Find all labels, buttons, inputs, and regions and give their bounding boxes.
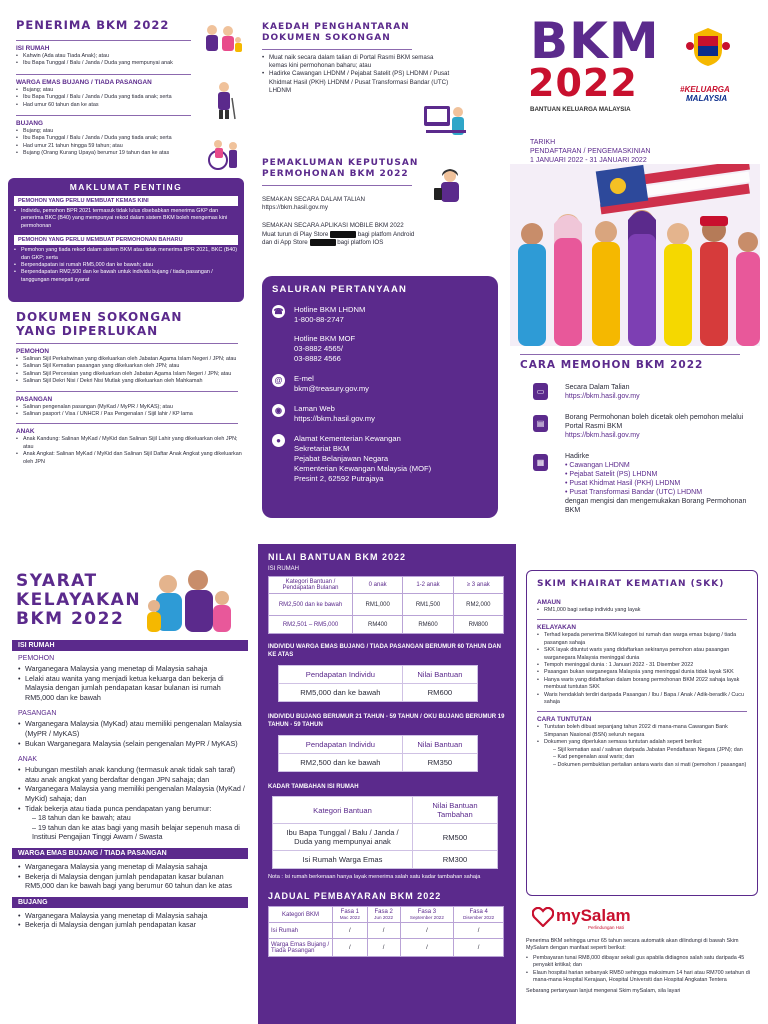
cara-online-item: [520, 383, 760, 401]
skk-cara-sublist: [537, 747, 747, 769]
heart-icon: [532, 907, 554, 927]
list-item: • Muat naik secara dalam talian di Portal Rasmi BKM semasa kemas kini permohonan baharu; atau: [262, 54, 452, 70]
penerima-isi-rumah-label: ISI RUMAH: [16, 45, 50, 52]
family-illustration: [200, 22, 244, 58]
hadir-item: Pusat Khidmat Hasil (PKH) LHDNM: [569, 480, 681, 487]
cara-borang-url[interactable]: https://bkm.hasil.gov.my: [565, 432, 640, 439]
cara-hadir-item-text: • Pusat Khidmat Hasil (PKH) LHDNM: [565, 480, 681, 487]
list-item: • Ibu Bapa Tunggal / Balu / Janda / Duda yang tiada anak; serta: [16, 94, 244, 101]
building-icon: ▦: [533, 454, 548, 471]
dok-pasangan-label: PASANGAN: [16, 395, 53, 403]
divider: [16, 423, 238, 424]
mysalam-section: [526, 904, 758, 996]
jadual-title: JADUAL PEMBAYARAN BKM 2022: [268, 891, 442, 901]
cara-borang-text: Borang Permohonan boleh dicetak oleh pemohon melalui Portal Rasmi BKM: [565, 414, 744, 430]
baharu-label: PEMOHON YANG PERLU MEMBUAT PERMOHONAN BAHARU: [14, 235, 238, 245]
table-cell: RM400: [353, 616, 403, 634]
nilai-bujang-table: [278, 735, 478, 772]
web-label: Laman Web: [294, 404, 335, 413]
list-item: • Anak Kandung: Salinan MyKad / MyKid dan Salinan Sijil Lahir yang dikeluarkan oleh JPN; atau: [16, 436, 244, 451]
table-cell: RM2,500 dan ke bawah: [279, 754, 403, 772]
list-item: • Had umur 60 tahun dan ke atas: [16, 102, 244, 109]
email-item: [272, 374, 488, 394]
divider: [16, 391, 238, 392]
table-cell: RM2,500 dan ke bawah: [269, 594, 353, 616]
table-cell: /: [333, 923, 368, 939]
fasa-label: Fasa 3: [417, 909, 437, 915]
people-with-flag-illustration: [510, 164, 760, 346]
syarat-title-1: SYARAT: [16, 571, 98, 591]
table-header-cell: Kategori Bantuan / Pendapatan Bulanan: [269, 577, 353, 594]
list-item: • Warganegara Malaysia yang menetap di Malaysia sahaja: [18, 862, 248, 872]
table-header-cell: [367, 907, 400, 923]
fasa-date: September 2022: [409, 915, 444, 920]
sublist-text: Kad pengenalan asal waris; dan: [557, 754, 635, 761]
nilai-bantuan-panel: [258, 544, 516, 1024]
app-store-badge-icon[interactable]: [310, 239, 336, 246]
table-header-row: [269, 577, 504, 594]
skk-cara-list: [537, 724, 747, 746]
skk-amaun-label: AMAUN: [537, 599, 561, 606]
dok-pemohon-list: [16, 356, 244, 386]
address-item: [272, 434, 488, 484]
skk-amaun-list: [537, 607, 747, 614]
table-cell: RM2,000: [453, 594, 503, 616]
hashtag-malaysia: MALAYSIA: [686, 94, 728, 103]
table-cell: RM600: [403, 616, 453, 634]
table-header-cell: Kategori BKM: [269, 907, 333, 923]
syarat-pasangan-list: [12, 719, 248, 748]
table-header-row: [269, 907, 504, 923]
nilai-tambahan-band: KADAR TAMBAHAN ISI RUMAH: [268, 784, 359, 790]
table-cell: Isi Rumah Warga Emas: [273, 851, 413, 869]
table-header-cell: 1-2 anak: [403, 577, 453, 594]
nilai-warga-table: [278, 665, 478, 702]
table-cell: RM5,000 dan ke bawah: [279, 684, 403, 702]
fasa-label: Fasa 1: [340, 909, 359, 915]
table-cell: RM1,500: [403, 594, 453, 616]
list-item: • Waris hendaklah terdiri daripada Pasangan / Ibu / Bapa / Anak / Adik-beradik / Cucu sahaja: [537, 692, 747, 707]
nilai-title: NILAI BANTUAN BKM 2022: [268, 552, 407, 562]
fasa-label: Fasa 2: [374, 909, 393, 915]
list-item: • RM1,000 bagi setiap individu yang layak: [537, 607, 747, 614]
semakan-url-link[interactable]: https://bkm.hasil.gov.my: [262, 204, 328, 212]
table-cell: Ibu Bapa Tunggal / Balu / Janda / Duda yang mempunyai anak: [273, 824, 413, 851]
at-sign-icon: @: [272, 374, 285, 387]
hero-subtitle: BANTUAN KELUARGA MALAYSIA: [530, 106, 631, 113]
list-item: • Ibu Bapa Tunggal / Balu / Janda / Duda yang mempunyai anak: [16, 60, 244, 67]
mysalam-tail: Sebarang pertanyaan lanjut mengenai Skim mySalam, sila layari: [526, 988, 681, 995]
table-cell: /: [333, 939, 368, 957]
address-line: Kementerian Kewangan Malaysia (MOF): [294, 464, 432, 473]
table-header-cell: [333, 907, 368, 923]
penerima-title: PENERIMA BKM 2022: [16, 18, 170, 32]
table-cell: Isi Rumah: [269, 923, 333, 939]
divider: [16, 40, 191, 41]
mysalam-intro: Penerima BKM sehingga umur 65 tahun secara automatik akan dilindungi di bawah Skim MySalam dengan manfaat seperti berikut:: [526, 938, 739, 952]
list-item: • Bujang; atau: [16, 128, 244, 135]
app-store-tail: bagi platfom IOS: [337, 239, 384, 247]
list-item: • Salinan pengenalan pasangan (MyKad / MyPR / MyKAS); atau: [16, 404, 244, 411]
syarat-title-3: BKM 2022: [16, 609, 125, 629]
laptop-icon: ▭: [533, 383, 548, 400]
list-item: • Bekerja di Malaysia dengan jumlah pendapatan kasar: [18, 920, 248, 930]
list-item: • Hubungan mestilah anak kandung (termasuk anak tidak sah taraf) atau anak angkat yang berdaftar dengan JPN sahaja; dan: [18, 765, 248, 784]
pemakluman-title-1: PEMAKLUMAN KEPUTUSAN: [262, 158, 419, 168]
table-cell: RM350: [402, 754, 477, 772]
table-header-cell: Pendapatan Individu: [279, 736, 403, 754]
list-item: • Had umur 21 tahun hingga 59 tahun; atau: [16, 143, 244, 150]
list-item: • Individu, pemohon BPR 2021 termasuk tidak lulus disebabkan menerima GKP dan penerima BKC (B40) yang mempunyai rekod dalam sistem BKM boleh mengemas kini permohonan: [14, 208, 238, 230]
document-icon: ▤: [533, 415, 548, 432]
dokumen-section: [16, 310, 244, 466]
list-item: • Tuntutan boleh dibuat sepanjang tahun 2022 di mana-mana Cawangan Bank Simpanan Nasional (BSN) seluruh negara: [537, 724, 747, 739]
list-item: • Anak Angkat: Salinan MyKad / MyKid dan Salinan Sijil Daftar Anak Angkat yang dikeluarkan oleh JPN: [16, 451, 244, 466]
hashtag-keluarga: #KELUARGA: [680, 85, 730, 94]
skk-box: [526, 570, 758, 896]
divider: [520, 354, 740, 355]
nilai-tambahan-table: [272, 796, 498, 869]
cara-borang-item: [520, 413, 760, 440]
syarat-pemohon-label: PEMOHON: [18, 655, 55, 662]
play-store-text: Muat turun di Play Store: [262, 230, 329, 238]
hadir-item: Pejabat Satelit (PS) LHDNM: [569, 471, 658, 478]
list-item: • Salinan Sijil Kematian pasangan yang dikeluarkan oleh JPN; atau: [16, 363, 244, 370]
table-row: [279, 684, 478, 702]
syarat-bujang-band: BUJANG: [12, 897, 248, 908]
divider: [262, 49, 412, 50]
sublist-text: Dokumen pembuktian pertalian antara waris dan si mati (pemohon / pasangan): [557, 761, 747, 768]
list-item: • SKK layak dituntut waris yang didaftarkan sekiranya pemohon atau pasangan warganegara Malaysia meninggal dunia: [537, 647, 747, 662]
sublist-text: 19 tahun dan ke atas bagi yang masih belajar sepenuh masa di Institusi Pengajian Tinggi Awam / Swasta: [32, 822, 240, 842]
divider: [537, 619, 747, 620]
list-item: • Pembayaran tunai RM8,000 dibayar sekali gus apabila didiagnos salah satu daripada 45 penyakit kritikal; dan: [526, 955, 758, 970]
hotline-mof-number-2[interactable]: 03-8882 4566: [294, 354, 341, 363]
hotline-mof-number-1[interactable]: 03-8882 4565/: [294, 344, 343, 353]
table-cell: RM500: [413, 824, 498, 851]
dok-anak-label: ANAK: [16, 428, 35, 436]
jata-negara-logo-icon: [686, 26, 730, 68]
table-header-cell: [454, 907, 504, 923]
email-link[interactable]: bkm@treasury.gov.my: [294, 384, 369, 393]
syarat-anak-label: ANAK: [18, 756, 38, 764]
maklumat-penting-box: [8, 178, 244, 302]
list-item: • Dokumen yang diperlukan semasa tuntutan adalah seperti berikut:: [537, 739, 747, 746]
list-item: • Salinan pasport / Visa / UNHCR / Pas Pengenalan / Sijil lahir / KP lama: [16, 411, 244, 418]
list-item: • Bujang (Orang Kurang Upaya) berumur 19 tahun dan ke atas: [16, 150, 244, 157]
kaedah-title-1: KAEDAH PENGHANTARAN: [262, 22, 410, 32]
cara-hadir-label: Hadirke: [565, 453, 590, 460]
divider: [537, 711, 747, 712]
address-label: Alamat Kementerian Kewangan: [294, 434, 401, 443]
hadir-item: Pusat Transformasi Bandar (UTC) LHDNM: [569, 489, 703, 496]
cara-hadir-item-text: • Cawangan LHDNM: [565, 462, 630, 469]
saluran-box: [262, 276, 498, 518]
list-item: • Pemohon yang tiada rekod dalam sistem BKM atau tidak menerima BPR 2021, BKC (B40) dan GKP; serta: [14, 247, 238, 262]
semakan-talian-label: SEMAKAN SECARA DALAM TALIAN: [262, 196, 365, 203]
syarat-anak-sublist: [12, 813, 248, 842]
cara-online-label: Secara Dalam Talian: [565, 384, 630, 391]
kaedah-list: [262, 54, 452, 95]
hotline-item: [272, 305, 488, 364]
maklumat-title: MAKLUMAT PENTING: [69, 182, 183, 192]
table-header-cell: Nilai Bantuan: [402, 736, 477, 754]
skk-cara-label: CARA TUNTUTAN: [537, 716, 592, 724]
web-link[interactable]: https://bkm.hasil.gov.my: [294, 414, 375, 423]
table-header-row: [279, 666, 478, 684]
baharu-list: [14, 247, 238, 284]
sublist-item: – Kad pengenalan asal waris; dan: [553, 754, 635, 761]
skk-kelayakan-list: [537, 632, 747, 706]
kaedah-title-2: DOKUMEN SOKONGAN: [262, 33, 391, 43]
table-cell: /: [400, 939, 454, 957]
nilai-bujang-band: INDIVIDU BUJANG BERUMUR 21 TAHUN - 59 TAHUN / OKU BUJANG BERUMUR 19 TAHUN - 59 TAHUN: [268, 714, 505, 728]
address-line: Presint 2, 62592 Putrajaya: [294, 474, 384, 483]
cara-hadir-item-text: • Pusat Transformasi Bandar (UTC) LHDNM: [565, 489, 703, 496]
list-item: • Lelaki atau wanita yang menjadi ketua keluarga dan bekerja di Malaysia dengan jumlah pendapatan kasar bulanan isi rumah RM5,000 dan ke bawah: [18, 674, 248, 703]
table-cell: RM800: [453, 616, 503, 634]
mysalam-list: [526, 955, 758, 985]
nilai-warga-band: INDIVIDU WARGA EMAS BUJANG / TIADA PASANGAN BERUMUR 60 TAHUN DAN KE ATAS: [268, 644, 502, 658]
table-row: [269, 923, 504, 939]
app-store-row: [262, 239, 490, 247]
syarat-anak-list: [12, 765, 248, 813]
email-label: E-mel: [294, 374, 314, 383]
list-item: • Salinan Sijil Perkahwinan yang dikeluarkan oleh Jabatan Agama Islam Negeri / JPN; atau: [16, 356, 244, 363]
hotline-lhdnm-label: Hotline BKM LHDNM: [294, 305, 366, 314]
hotline-mof-label: Hotline BKM MOF: [294, 334, 356, 343]
cara-hadir-item-text: • Pejabat Satelit (PS) LHDNM: [565, 471, 658, 478]
syarat-title-block: [16, 571, 142, 629]
semakan-aplikasi-label: SEMAKAN SECARA APLIKASI MOBILE BKM 2022: [262, 222, 404, 230]
web-item: [272, 404, 488, 424]
table-header-cell: Nilai Bantuan Tambahan: [413, 797, 498, 824]
dokumen-title-2: YANG DIPERLUKAN: [16, 324, 159, 338]
list-item: • Warganegara Malaysia yang menetap di Malaysia sahaja: [18, 664, 248, 674]
dok-pasangan-list: [16, 404, 244, 419]
table-header-row: [273, 797, 498, 824]
table-header-cell: [400, 907, 454, 923]
table-row: [269, 939, 504, 957]
divider: [16, 115, 191, 116]
fasa-date: Mac 2022: [339, 915, 360, 920]
list-item: • Bujang; atau: [16, 87, 244, 94]
pemakluman-title-2: PERMOHONAN BKM 2022: [262, 169, 409, 179]
list-item: • Ibu Bapa Tunggal / Balu / Janda / Duda yang tiada anak; serta: [16, 135, 244, 142]
nilai-nota: Nota : Isi rumah berkenaan hanya layak menerima salah satu kadar tambahan sahaja: [268, 874, 481, 880]
table-cell: /: [400, 923, 454, 939]
sublist-text: 18 tahun dan ke bawah; atau: [38, 813, 131, 823]
hero-year-text: 2022: [528, 61, 638, 105]
nilai-isi-rumah-table: [268, 576, 504, 634]
skk-kelayakan-label: KELAYAKAN: [537, 624, 576, 632]
mysalam-tagline: Perlindungan Hati: [588, 925, 624, 930]
app-store-text: dan di App Store: [262, 239, 308, 247]
skk-title: SKIM KHAIRAT KEMATIAN (SKK): [537, 579, 725, 589]
fasa-label: Fasa 4: [469, 909, 488, 915]
list-item: • Warganegara Malaysia yang memiliki pengenalan Malaysia (MyKad / MyKid) sahaja; dan: [18, 784, 248, 803]
table-header-cell: Nilai Bantuan: [402, 666, 477, 684]
list-item: • Hanya waris yang didaftarkan dalam borang permohonan BKM 2022 sahaja layak membuat tuntutan SKK: [537, 677, 747, 692]
syarat-pemohon-list: [12, 664, 248, 702]
sublist-item: – 19 tahun dan ke atas bagi yang masih belajar sepenuh masa di Institusi Pengajian Tinggi Awam / Swasta: [32, 822, 240, 842]
list-item: • Tempoh meninggal dunia : 1 Januari 2022 - 31 Disember 2022: [537, 662, 747, 669]
syarat-warga-list: [12, 862, 248, 891]
saluran-title: SALURAN PERTANYAAN: [272, 284, 408, 295]
kemas-kini-list: [14, 208, 238, 230]
table-row: [269, 616, 504, 634]
table-header-cell: Pendapatan Individu: [279, 666, 403, 684]
dokumen-title-1: DOKUMEN SOKONGAN: [16, 310, 183, 324]
list-item: • Pasangan bukan warganegara Malaysia yang meninggal dunia tidak layak SKK: [537, 669, 747, 676]
kaedah-section: [262, 22, 452, 95]
hotline-lhdnm-number[interactable]: 1-800-88-2747: [294, 315, 344, 324]
table-cell: /: [454, 923, 504, 939]
table-cell: RM600: [402, 684, 477, 702]
sublist-item: – Dokumen pembuktian pertalian antara waris dan si mati (pemohon / pasangan): [553, 761, 747, 768]
penerima-warga-emas-label: WARGA EMAS BUJANG / TIADA PASANGAN: [16, 78, 152, 86]
play-store-tail: bagi platfom Android: [357, 230, 415, 238]
dok-anak-list: [16, 436, 244, 466]
globe-icon: ◉: [272, 404, 285, 417]
divider: [16, 74, 191, 75]
syarat-title-2: KELAYAKAN: [16, 590, 142, 610]
elderly-illustration: [210, 80, 238, 120]
cara-hadir-tail: dengan mengisi dan mengemukakan Borang Permohonan BKM: [565, 498, 747, 514]
table-header-cell: 0 anak: [353, 577, 403, 594]
syarat-pasangan-label: PASANGAN: [18, 710, 57, 718]
table-cell: RM1,000: [353, 594, 403, 616]
address-line: Pejabat Belanjawan Negara: [294, 454, 389, 463]
list-item: • Salinan Sijil Perceraian yang dikeluarkan oleh Jabatan Agama Islam Negeri / JPN; atau: [16, 371, 244, 378]
table-cell: /: [367, 939, 400, 957]
hero-panel: [510, 14, 760, 346]
nilai-isi-rumah-label: ISI RUMAH: [268, 566, 300, 572]
tarikh-label: TARIKH: [530, 139, 556, 146]
penerima-bujang-label: BUJANG: [16, 120, 43, 128]
hadir-item: Cawangan LHDNM: [569, 462, 630, 469]
divider: [16, 343, 238, 344]
table-cell: /: [454, 939, 504, 957]
list-item: • Warganegara Malaysia (MyKad) atau memiliki pengenalan Malaysia (MyPR / MyKAS): [18, 719, 248, 738]
list-item: • Bekerja di Malaysia dengan jumlah pendapatan kasar bulanan RM5,000 dan ke bawah bagi yang berumur 60 tahun dan ke atas: [18, 872, 248, 891]
kemas-kini-label: PEMOHON YANG PERLU MEMBUAT KEMAS KINI: [14, 196, 238, 206]
table-row: [273, 851, 498, 869]
syarat-isi-rumah-band: ISI RUMAH: [12, 640, 248, 651]
computer-user-illustration: [422, 100, 468, 144]
table-cell: /: [367, 923, 400, 939]
google-play-badge-icon[interactable]: [330, 231, 356, 238]
phone-user-illustration: [428, 168, 470, 212]
family-group-illustration: [140, 566, 240, 638]
list-item: • Tidak bekerja atau tiada punca pendapatan yang berumur:: [18, 804, 248, 814]
hero-bkm-text: BKM: [530, 14, 660, 70]
table-row: [269, 594, 504, 616]
list-item: • Bukan Warganegara Malaysia (selain pengenalan MyPR / MyKAS): [18, 739, 248, 749]
table-cell: RM300: [413, 851, 498, 869]
mysalam-logo-text: mySalam: [556, 906, 631, 925]
list-item: • Berpendapatan isi rumah RM5,000 dan ke bawah; atau: [14, 262, 238, 269]
list-item: • Salinan Sijil Dekri Nisi / Dekri Nisi Mutlak yang dikeluarkan oleh Mahkamah: [16, 378, 244, 385]
cara-online-url[interactable]: https://bkm.hasil.gov.my: [565, 393, 640, 400]
fasa-date: Disember 2022: [463, 915, 495, 920]
table-row: [279, 754, 478, 772]
table-header-cell: Kategori Bantuan: [273, 797, 413, 824]
jadual-table: [268, 906, 504, 957]
mysalam-logo: [526, 904, 758, 932]
syarat-body: [12, 640, 248, 930]
tarikh-range: 1 JANUARI 2022 - 31 JANUARI 2022: [530, 157, 647, 164]
sublist-item: – 18 tahun dan ke bawah; atau: [32, 813, 131, 823]
sublist-text: Sijil kematian asal / salinan daripada Jabatan Pendaftaran Negara (JPN); dan: [557, 746, 743, 753]
phone-icon: ☎: [273, 307, 284, 316]
divider: [262, 185, 412, 186]
list-item: • Terhad kepada penerima BKM kategori isi rumah dan warga emas bujang / tiada pasangan sahaja: [537, 632, 747, 647]
table-row: [273, 824, 498, 851]
list-item: • Berpendapatan RM2,500 dan ke bawah untuk individu bujang / tiada pasangan / tanggungan menepati syarat: [14, 269, 238, 284]
dok-pemohon-label: PEMOHON: [16, 348, 50, 355]
list-item: • Warganegara Malaysia yang menetap di Malaysia sahaja: [18, 911, 248, 921]
table-cell: Warga Emas Bujang / Tiada Pasangan: [269, 939, 333, 957]
list-item: • Kahwin (Ada atau Tiada Anak); atau: [16, 53, 244, 60]
fasa-date: Jun 2022: [374, 915, 394, 920]
list-item: • Elaun hospital harian sebanyak RM50 sehingga maksimum 14 hari atau RM700 setahun di mana-mana Hospital Kerajaan, Hospital Universiti dan Hospital Angkatan Tentera: [526, 970, 758, 985]
location-pin-icon: ●: [272, 434, 285, 447]
syarat-warga-band: WARGA EMAS BUJANG / TIADA PASANGAN: [12, 848, 248, 859]
syarat-bujang-list: [12, 911, 248, 930]
play-store-row: [262, 231, 490, 239]
sublist-item: – Sijil kematian asal / salinan daripada Jabatan Pendaftaran Negara (JPN); dan: [553, 746, 743, 753]
cara-hadir-item: [520, 452, 760, 515]
tarikh-line: PENDAFTARAN / PENGEMASKINIAN: [530, 148, 651, 155]
cara-title: CARA MEMOHON BKM 2022: [520, 359, 704, 371]
list-item: • Hadirke Cawangan LHDNM / Pejabat Satelit (PS) LHDNM / Pusat Khidmat Hasil (PKH) LHDNM / Pusat Transformasi Bandar (UTC) LHDNM: [262, 70, 452, 95]
table-header-cell: ≥ 3 anak: [453, 577, 503, 594]
wheelchair-illustration: [206, 138, 240, 172]
cara-section: [520, 354, 760, 515]
table-cell: RM2,501 – RM5,000: [269, 616, 353, 634]
address-line: Sekretariat BKM: [294, 444, 350, 453]
table-header-row: [279, 736, 478, 754]
